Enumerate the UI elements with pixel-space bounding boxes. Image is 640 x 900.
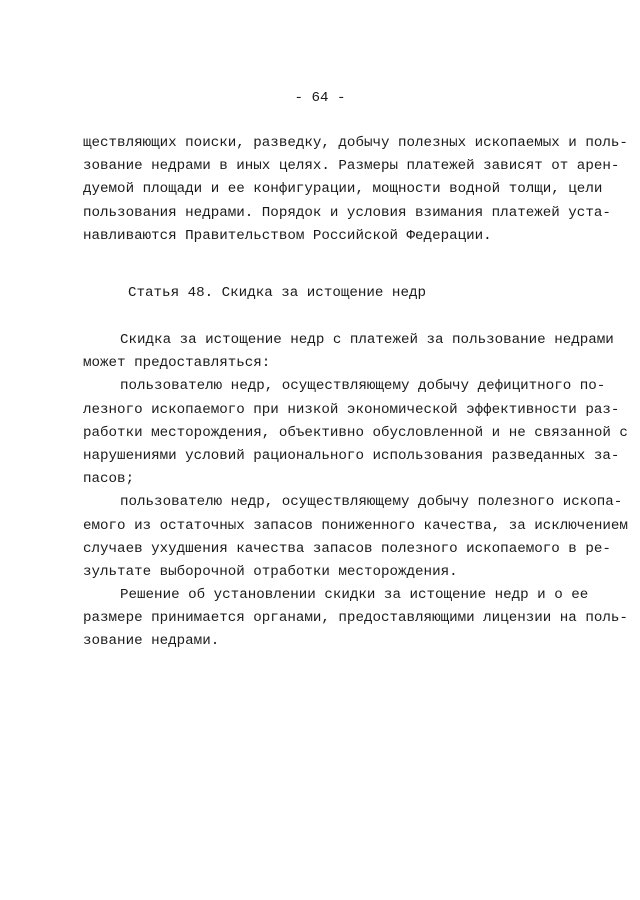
text-line: пользователю недр, осуществляющему добычу полезного ископа- [120, 494, 623, 511]
text-line: ществляющих поиски, разведку, добычу полезных ископаемых и поль- [83, 135, 628, 151]
text-line: размере принимается органами, предоставляющими лицензии на поль- [83, 610, 628, 627]
text-line: дуемой площади и ее конфигурации, мощности водной толщи, цели [83, 181, 603, 198]
text-line: нарушениями условий рационального использования разведанных за- [83, 447, 620, 464]
text-line: пользования недрами. Порядок и условия взимания платежей уста- [83, 204, 611, 221]
text-line: Скидка за истощение недр с платежей за пользование недрами [120, 332, 614, 348]
text-line: пасов; [83, 471, 135, 488]
text-line: зование недрами. [83, 633, 220, 650]
text-line: случаев ухудшения качества запасов полезного ископаемого в ре- [83, 540, 611, 557]
text-line: пользователю недр, осуществляющему добычу дефицитного по- [120, 378, 606, 395]
article-body [83, 329, 628, 654]
text-line: навливаются Правительством Российской Федерации. [83, 227, 492, 244]
text-line: работки месторождения, объективно обусловленной и не связанной с [83, 424, 628, 441]
article-heading: Статья 48. Скидка за истощение недр [128, 285, 426, 301]
text-line: может предоставляться: [83, 355, 271, 372]
text-line: емого из остаточных запасов пониженного качества, за исключением [83, 517, 628, 534]
continuation-paragraph [83, 132, 628, 248]
text-line: Решение об установлении скидки за истощение недр и о ее [120, 587, 589, 604]
text-line: лезного ископаемого при низкой экономической эффективности раз- [83, 401, 620, 418]
text-line: зование недрами в иных целях. Размеры платежей зависят от арен- [83, 158, 620, 175]
page-number: - 64 - [294, 90, 346, 106]
text-line: зультате выборочной отработки месторождения. [83, 563, 458, 580]
